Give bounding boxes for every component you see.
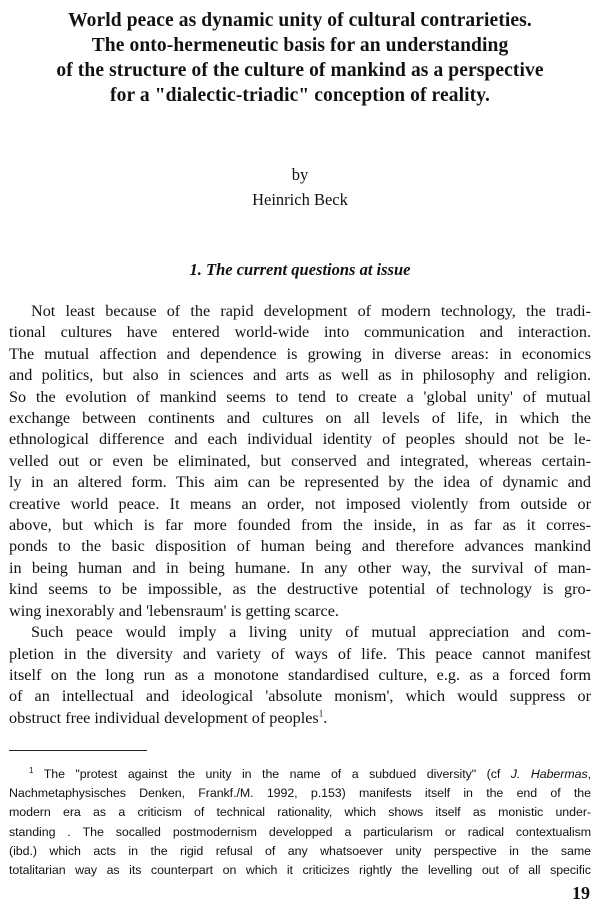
text-line: velled out or even be eliminated, but conserved and integrated, whereas certain- (9, 451, 591, 470)
footnote-line: (ibd.) which acts in the rigid refusal of any whatsoever unity perspective in the same (9, 843, 591, 858)
footnote-separator (9, 750, 147, 751)
text-line: ponds to the basic disposition of human being and therefore advances mankind (9, 537, 591, 556)
footnote-reference[interactable]: 1 (318, 708, 324, 719)
footnote-text: The "protest against the unity in the name of a subdued diversity" (cf (43, 767, 511, 781)
text-line: in being human and in being humane. In any other way, the survival of man- (9, 558, 591, 577)
text-line: ly in an altered form. This aim can be represented by the idea of dynamic and (9, 473, 591, 492)
title-line: of the structure of the culture of mankind as a perspective (56, 60, 544, 81)
text-line: of an intellectual and ideological 'absolute monism', which would suppress or (9, 687, 591, 706)
body-text (9, 301, 591, 729)
text-line: wing inexorably and 'lebensraum' is getting scarce. (9, 601, 339, 620)
paragraph-2 (9, 622, 591, 729)
text-line-content: obstruct free individual development of peoples (9, 708, 319, 727)
byline (0, 162, 600, 212)
footnote-number: 1 (29, 765, 34, 775)
title-line: World peace as dynamic unity of cultural contrarieties. (68, 10, 532, 31)
text-line: ethnological difference and each individual identity of peoples should not be le- (9, 430, 591, 449)
text-line: itself on the long run as a monotone standardised culture, e.g. as a forced form (9, 665, 591, 684)
text-line: above, but which is far more founded from the inside, in as far as it corres- (9, 516, 591, 535)
text-line: The mutual affection and dependence is growing in diverse areas: in economics (9, 344, 591, 363)
text-line: exchange between continents and cultures on all levels of life, in which the (9, 409, 591, 428)
author-name: Heinrich Beck (252, 190, 348, 209)
title-line: for a "dialectic-triadic" conception of reality. (110, 85, 490, 106)
paragraph-end-punctuation: . (323, 708, 328, 727)
text-line: Not least because of the rapid development of modern technology, the tradi- (31, 302, 591, 320)
footnote-line (9, 765, 591, 784)
text-line: creative world peace. It means an order, not imposed violently from outside or (9, 494, 591, 513)
title-line: The onto-hermeneutic basis for an understanding (91, 35, 509, 56)
footnote-line: standing . The socalled postmodernism developped a particularism or radical contextualism (9, 824, 591, 839)
text-line: Such peace would imply a living unity of mutual appreciation and com- (31, 623, 591, 642)
footnote-line: totalitarian way as its counterpart on which it criticizes rightly the levelling out of all specific (9, 863, 591, 878)
cited-author: J. Habermas (510, 767, 588, 781)
footnote-text: , (587, 767, 592, 781)
text-line: pletion in the diversity and variety of ways of life. This peace cannot manifest (9, 644, 591, 663)
footnote-line: modern era as a criticism of technical rationality, which shows itself as monistic under- (9, 805, 591, 820)
byline-by: by (291, 165, 309, 184)
text-line: and politics, but also in sciences and arts as well as in philosophy and religion. (9, 366, 591, 385)
text-line: tional cultures have entered world-wide into communication and interaction. (9, 323, 591, 342)
paragraph-1 (9, 301, 591, 622)
text-line: So the evolution of mankind seems to tend to create a 'global unity' of mutual (9, 387, 591, 406)
article-title (14, 8, 586, 108)
text-line: kind seems to be impossible, as the destructive potential of technology is gro- (9, 580, 591, 599)
section-heading: 1. The current questions at issue (189, 260, 411, 279)
text-line (9, 708, 591, 729)
footnote-line: Nachmetaphysisches Denken, Frankf./M. 1992, p.153) manifests itself in the end of the (9, 786, 591, 801)
footnote-1 (9, 765, 591, 880)
page-number: 19 (572, 883, 590, 903)
